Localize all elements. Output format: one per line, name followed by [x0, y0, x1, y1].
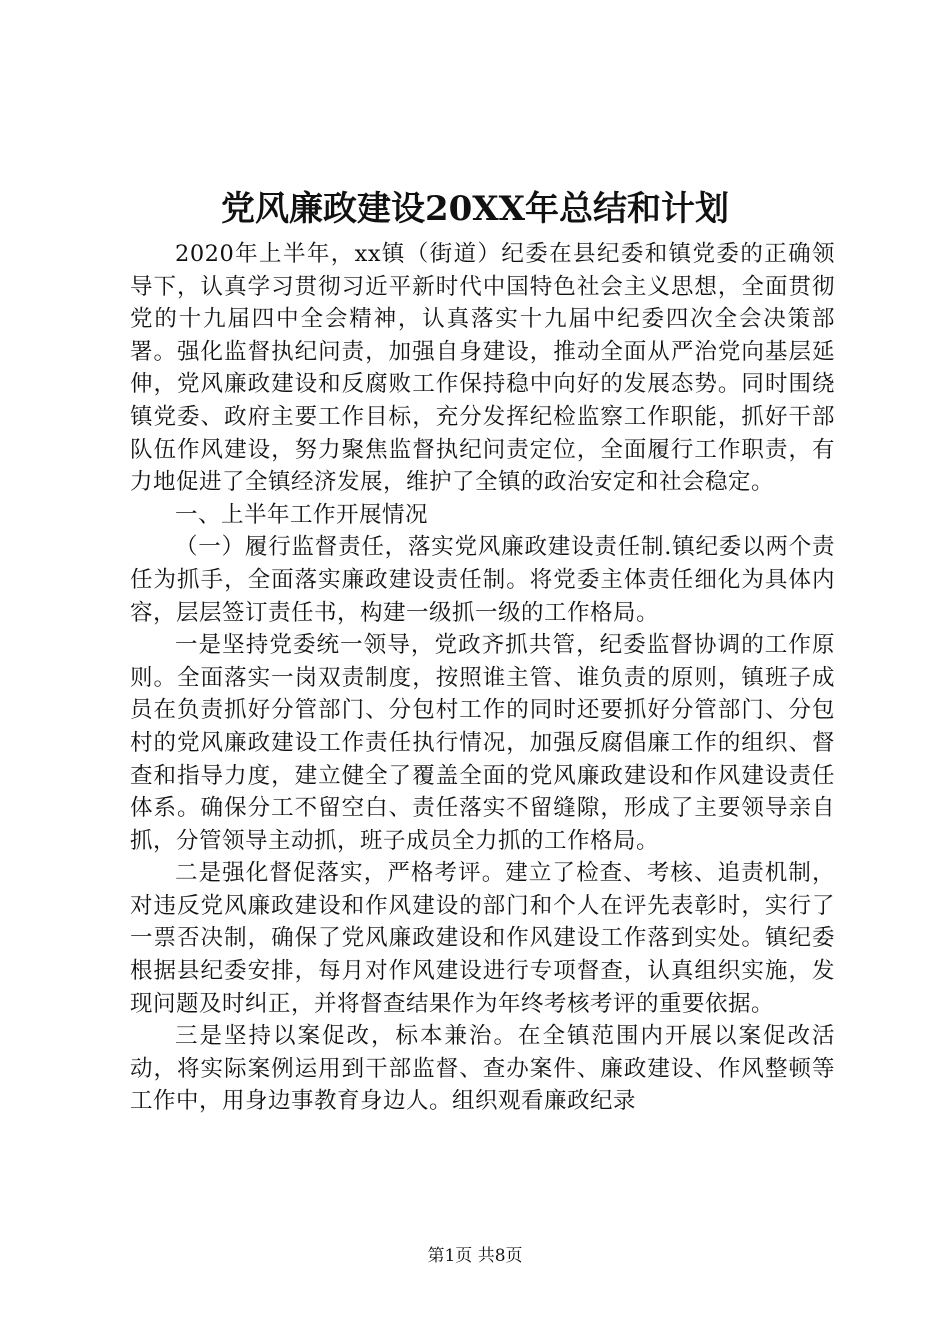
paragraph-point-three: 三是坚持以案促改，标本兼治。在全镇范围内开展以案促改活动，将实际案例运用到干部监督、查办案件、廉政建设、作风整顿等工作中，用身边事教育身边人。组织观看廉政纪录: [130, 1023, 835, 1115]
paragraph-intro: 2020年上半年，xx镇（街道）纪委在县纪委和镇党委的正确领导下，认真学习贯彻习近平新时代中国特色社会主义思想，全面贯彻党的十九届四中全会精神，认真落实十九届中纪委四次全会决策部署。强化监督执纪问责，加强自身建设，推动全面从严治党向基层延伸，党风廉政建设和反腐败工作保持稳中向好的发展态势。同时围绕镇党委、政府主要工作目标，充分发挥纪检监察工作职能，抓好干部队伍作风建设，努力聚焦监督执纪问责定位，全面履行工作职责，有力地促进了全镇经济发展，维护了全镇的政治安定和社会稳定。: [130, 241, 835, 496]
paragraph-point-one: 一是坚持党委统一领导，党政齐抓共管，纪委监督协调的工作原则。全面落实一岗双责制度，按照谁主管、谁负责的原则，镇班子成员在负责抓好分管部门、分包村工作的同时还要抓好分管部门、分包村的党风廉政建设工作责任执行情况，加强反腐倡廉工作的组织、督查和指导力度，建立健全了覆盖全面的党风廉政建设和作风建设责任体系。确保分工不留空白、责任落实不留缝隙，形成了主要领导亲自抓，分管领导主动抓，班子成员全力抓的工作格局。: [130, 632, 835, 854]
document-title: 党风廉政建设20XX年总结和计划: [220, 189, 730, 229]
document-body: [130, 238, 835, 1118]
subsection-heading-paragraph: （一）履行监督责任，落实党风廉政建设责任制.镇纪委以两个责任为抓手，全面落实廉政建设责任制。将党委主体责任细化为具体内容，层层签订责任书，构建一级抓一级的工作格局。: [130, 534, 835, 626]
paragraph-point-two: 二是强化督促落实，严格考评。建立了检查、考核、追责机制，对违反党风廉政建设和作风建设的部门和个人在评先表彰时，实行了一票否决制，确保了党风廉政建设和作风建设工作落到实处。镇纪委根据县纪委安排，每月对作风建设进行专项督查，认真组织实施，发现问题及时纠正，并将督查结果作为年终考核考评的重要依据。: [130, 860, 835, 1017]
section-heading: 一、上半年工作开展情况: [175, 501, 429, 528]
page-footer: 第1页 共8页: [427, 1246, 523, 1266]
